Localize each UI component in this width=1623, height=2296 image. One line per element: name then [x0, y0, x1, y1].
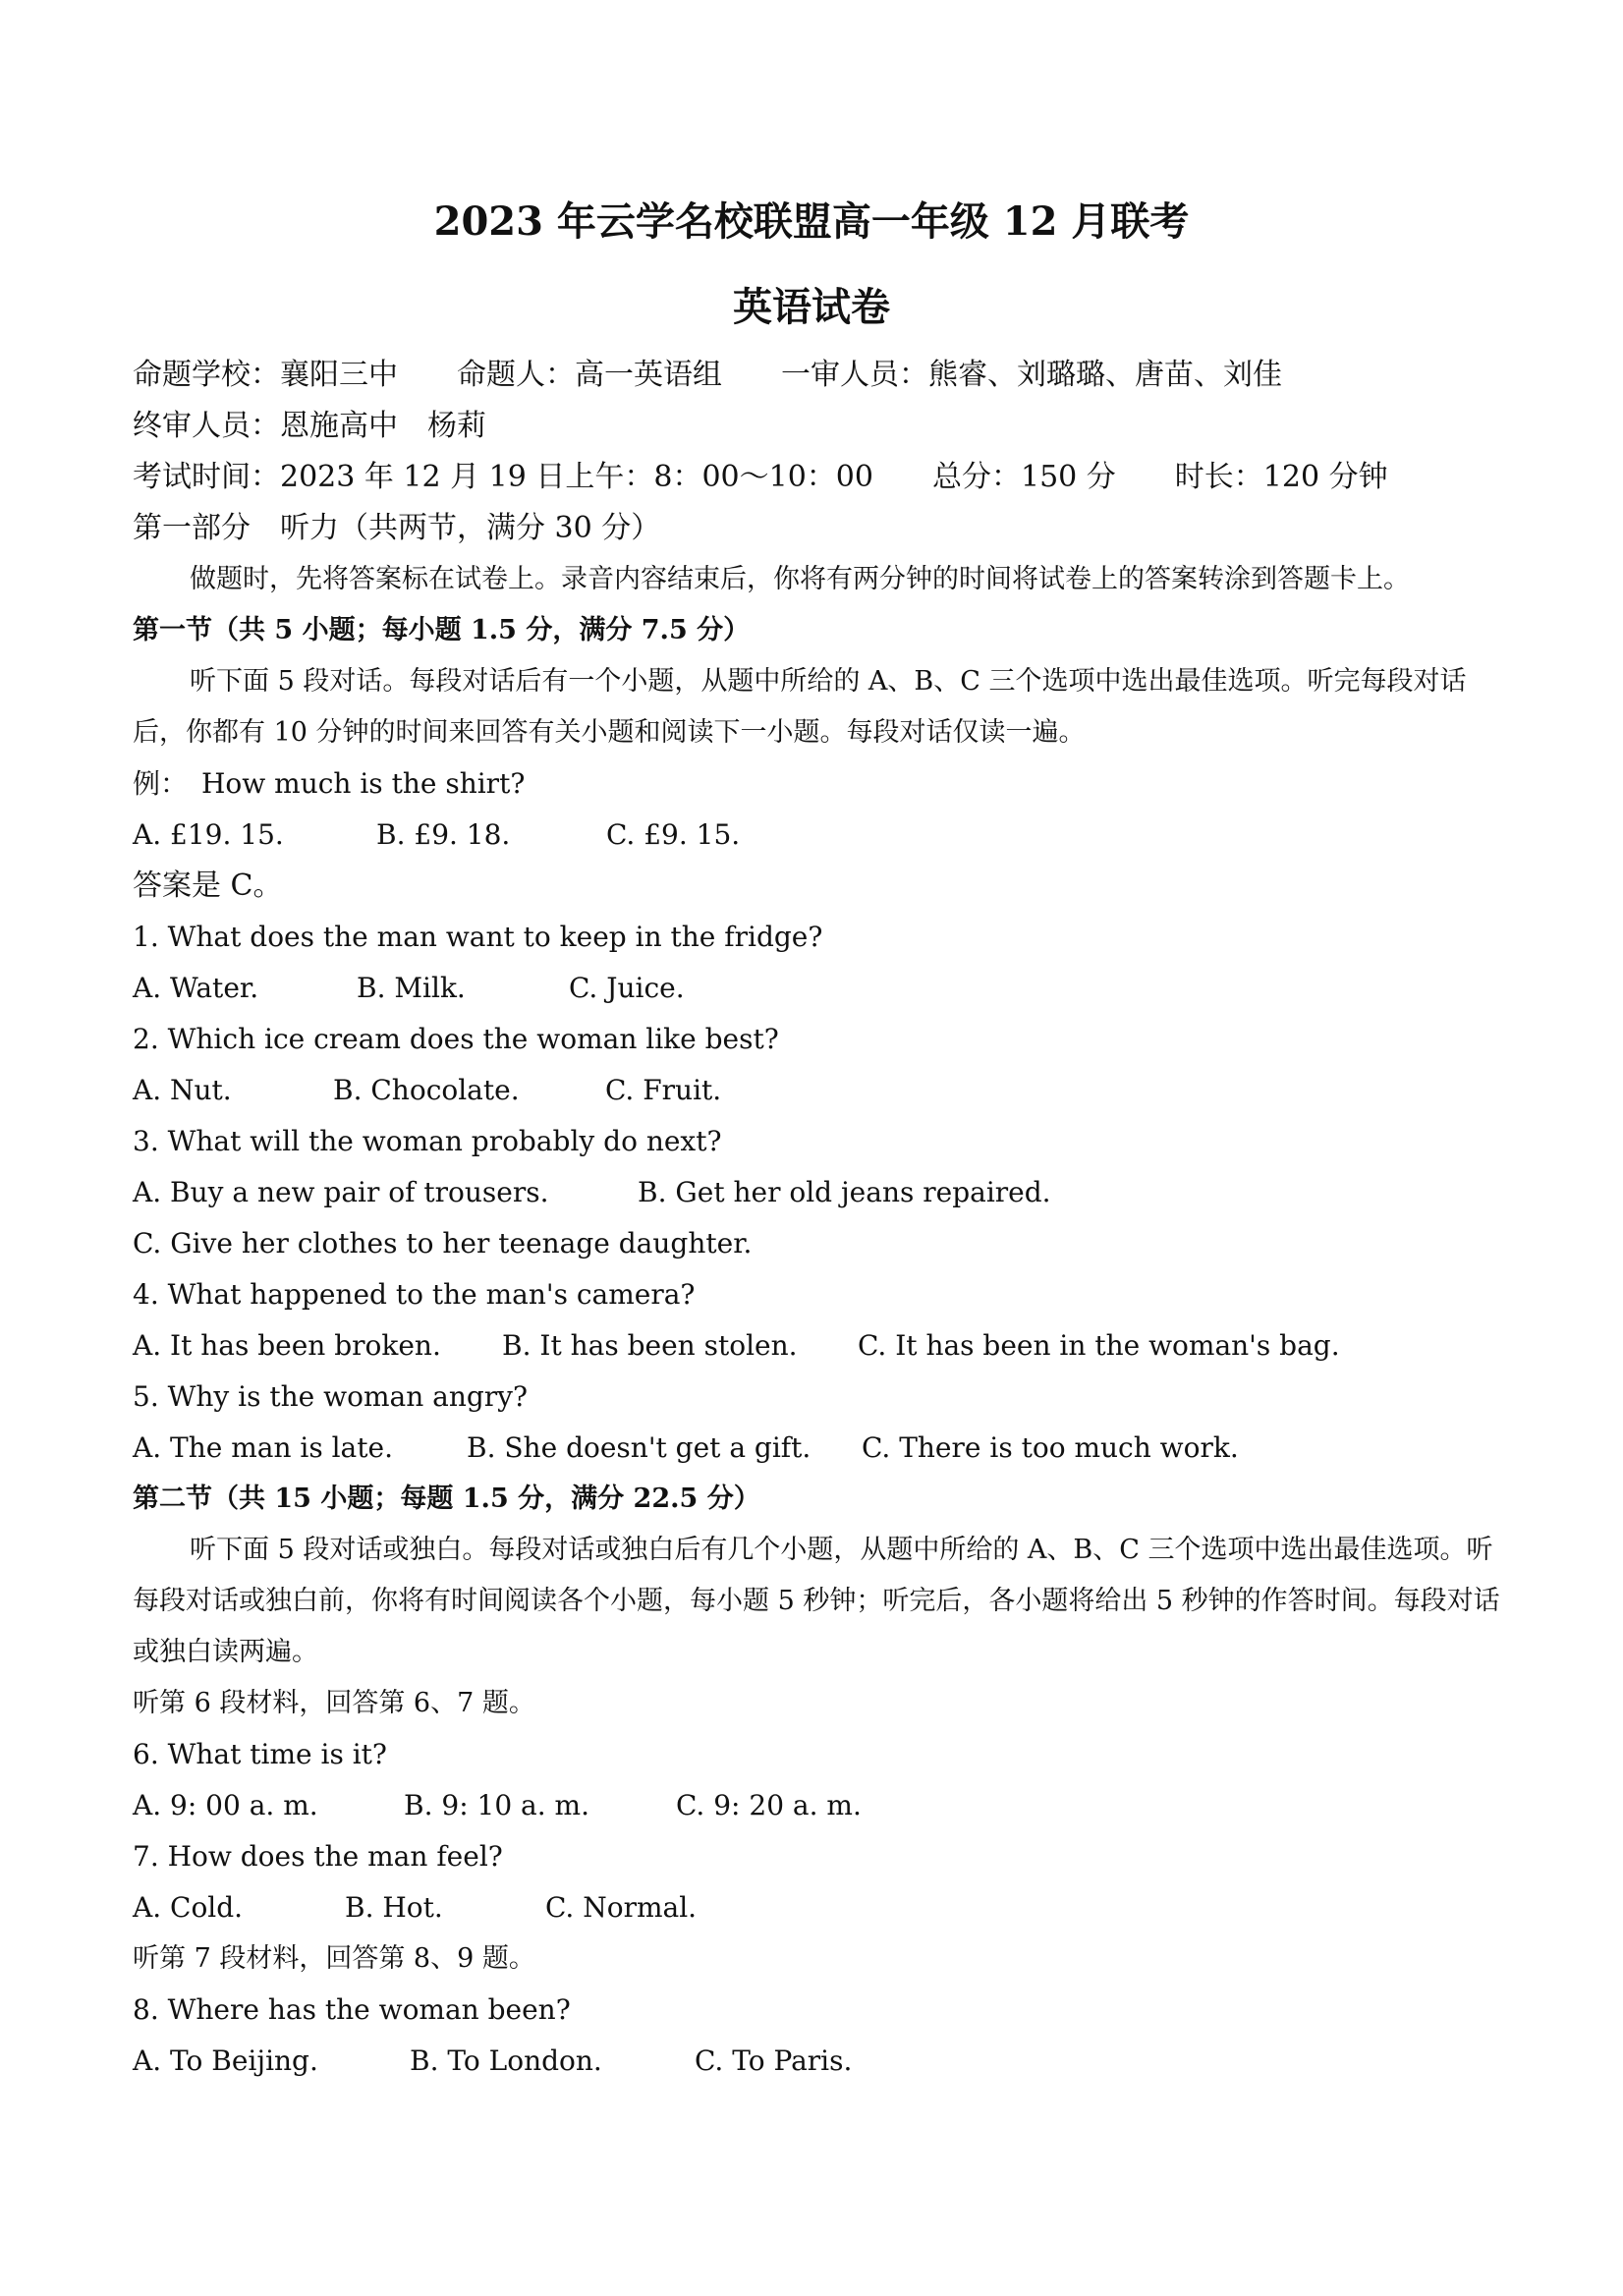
meta-school: 命题学校：襄阳三中 [133, 358, 398, 392]
section2-instruction: 听下面 5 段对话或独白。每段对话或独白后有几个小题，从题中所给的 A、B、C 三个选项中选出最佳选项。听每段对话或独白前，你将有时间阅读各个小题，每小题 5 秒钟；听完后，各小题将给出 5 秒钟的作答时间。每段对话或独白读两遍。 [133, 1535, 1500, 1667]
example-question: 例： How much is the shirt? [133, 767, 526, 800]
q7-option-a: A. Cold. [133, 1891, 244, 1924]
question-1: 1. What does the man want to keep in the fridge? [133, 921, 823, 953]
meta-line-1 [133, 350, 1508, 401]
example-option-a: A. £19. 15. [133, 818, 284, 851]
example-option-c: C. £9. 15. [606, 818, 741, 851]
q2-option-c: C. Fruit. [605, 1074, 722, 1106]
q6-option-c: C. 9: 20 a. m. [676, 1789, 862, 1821]
q6-option-a: A. 9: 00 a. m. [133, 1789, 318, 1821]
question-7-options [133, 1882, 1508, 1933]
question-4-options [133, 1320, 1508, 1372]
q3-option-b: B. Get her old jeans repaired. [638, 1176, 1051, 1208]
q8-option-c: C. To Paris. [695, 2044, 853, 2077]
exam-subtitle: 英语试卷 [733, 284, 890, 330]
q6-option-b: B. 9: 10 a. m. [404, 1789, 589, 1821]
meta-score: 总分：150 分 [931, 460, 1116, 494]
question-3: 3. What will the woman probably do next? [133, 1125, 722, 1157]
example-option-b: B. £9. 18. [376, 818, 511, 851]
q2-option-b: B. Chocolate. [333, 1074, 520, 1106]
question-8: 8. Where has the woman been? [133, 1993, 571, 2026]
question-6: 6. What time is it? [133, 1738, 387, 1770]
q4-option-c: C. It has been in the woman's bag. [858, 1329, 1340, 1362]
q1-option-b: B. Milk. [357, 972, 466, 1004]
meta-line-3 [133, 452, 1508, 503]
material-7-note: 听第 7 段材料，回答第 8、9 题。 [133, 1943, 535, 1974]
q1-option-a: A. Water. [133, 972, 259, 1004]
q7-option-b: B. Hot. [345, 1891, 443, 1924]
question-4: 4. What happened to the man's camera? [133, 1278, 696, 1311]
section1-instruction: 听下面 5 段对话。每段对话后有一个小题，从题中所给的 A、B、C 三个选项中选出最佳选项。听完每段对话后，你都有 10 分钟的时间来回答有关小题和阅读下一小题。每段对话仅读一遍。 [133, 666, 1467, 748]
q4-option-b: B. It has been stolen. [502, 1329, 798, 1362]
q3-option-a: A. Buy a new pair of trousers. [133, 1176, 549, 1208]
example-answer: 答案是 C。 [133, 868, 283, 903]
exam-title: 2023 年云学名校联盟高一年级 12 月联考 [433, 198, 1190, 245]
q8-option-a: A. To Beijing. [133, 2044, 318, 2077]
section2-heading: 第二节（共 15 小题；每题 1.5 分，满分 22.5 分） [133, 1484, 760, 1514]
q2-option-a: A. Nut. [133, 1074, 232, 1106]
question-2-options [133, 1065, 1508, 1116]
q4-option-a: A. It has been broken. [133, 1329, 441, 1362]
question-3-options-ab [133, 1167, 1508, 1218]
question-6-options [133, 1780, 1508, 1831]
question-7: 7. How does the man feel? [133, 1840, 503, 1873]
question-5: 5. Why is the woman angry? [133, 1380, 528, 1413]
q3-option-c: C. Give her clothes to her teenage daughter. [133, 1227, 753, 1260]
question-2: 2. Which ice cream does the woman like best? [133, 1023, 779, 1055]
part1-instruction: 做题时，先将答案标在试卷上。录音内容结束后，你将有两分钟的时间将试卷上的答案转涂到答题卡上。 [190, 564, 1410, 594]
question-8-options [133, 2036, 1508, 2087]
q5-option-c: C. There is too much work. [862, 1431, 1239, 1464]
meta-final-reviewer: 终审人员：恩施高中 杨莉 [133, 409, 486, 443]
example-options [133, 810, 1508, 861]
q8-option-b: B. To London. [410, 2044, 602, 2077]
meta-reviewer: 一审人员：熊睿、刘璐璐、唐苗、刘佳 [781, 358, 1282, 392]
q5-option-b: B. She doesn't get a gift. [467, 1431, 812, 1464]
section1-heading: 第一节（共 5 小题；每小题 1.5 分，满分 7.5 分） [133, 615, 751, 645]
meta-time: 考试时间：2023 年 12 月 19 日上午：8：00～10：00 [133, 460, 873, 494]
q5-option-a: A. The man is late. [133, 1431, 393, 1464]
question-1-options [133, 963, 1508, 1014]
question-5-options [133, 1423, 1508, 1474]
meta-duration: 时长：120 分钟 [1174, 460, 1388, 494]
exam-content [133, 350, 1508, 2087]
material-6-note: 听第 6 段材料，回答第 6、7 题。 [133, 1688, 535, 1718]
part1-heading: 第一部分 听力（共两节，满分 30 分） [133, 511, 661, 545]
q1-option-c: C. Juice. [569, 972, 685, 1004]
meta-author: 命题人：高一英语组 [457, 358, 722, 392]
q7-option-c: C. Normal. [545, 1891, 698, 1924]
